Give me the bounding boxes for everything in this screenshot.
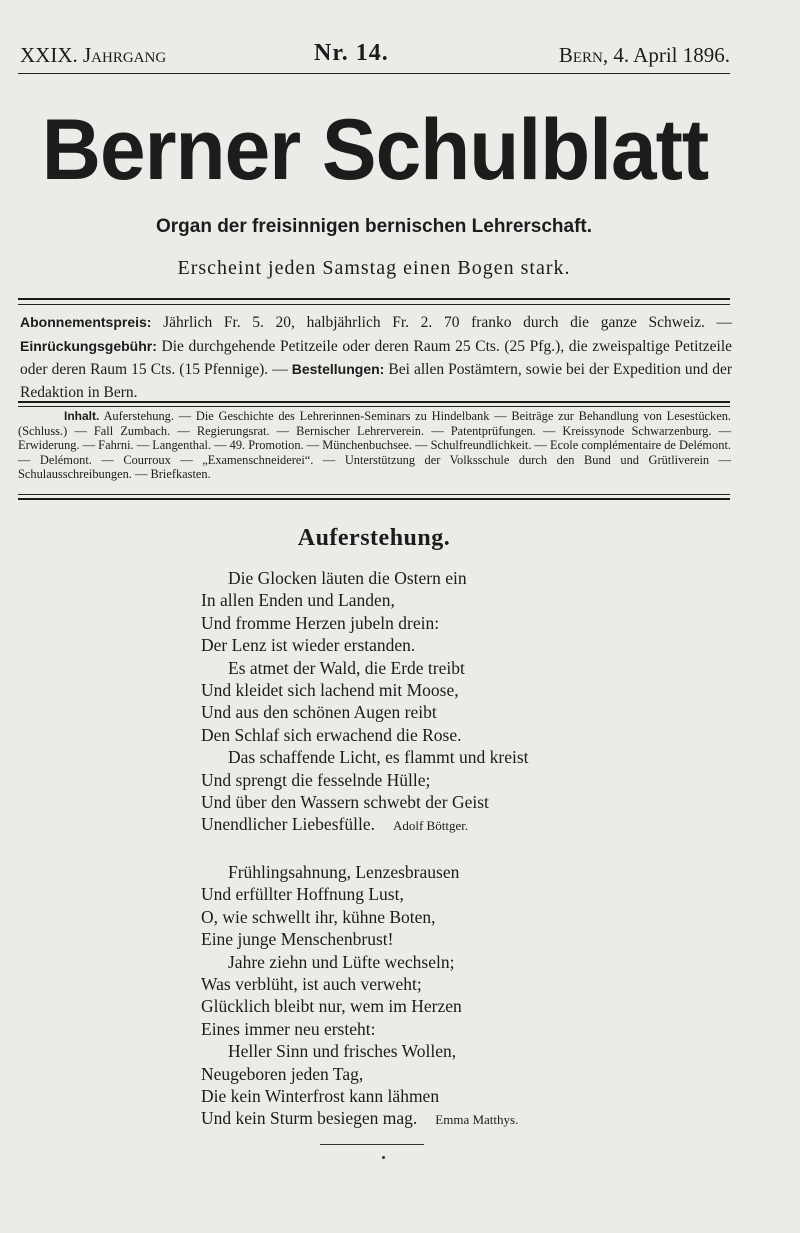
poem-line: Die Glocken läuten die Ostern ein bbox=[228, 568, 467, 588]
contents-label: Inhalt. bbox=[64, 409, 100, 423]
article-title: Auferstehung. bbox=[297, 525, 451, 551]
poem-line: Und kein Sturm besiegen mag. bbox=[201, 1108, 418, 1129]
poem-1-author: Adolf Böttger. bbox=[392, 818, 469, 834]
header-divider bbox=[18, 73, 730, 74]
poem-line-last bbox=[201, 813, 641, 837]
poem-2-author: Emma Matthys. bbox=[435, 1112, 519, 1128]
subscription-terms: Abonnementspreis: Jährlich Fr. 5. 20, halbjährlich Fr. 2. 70 franko durch die ganze Schweiz. — Einrückungsgebühr: Die durchgehende Petitzeile oder deren Raum 25 Cts. (25 Pfg.), die zweispaltige Petitzeile oder deren Raum 15 Cts. (15 Pfennige). — Bestellungen: Bei allen Postämtern, sowie bei der Expedition und der Redaktion in Bern. bbox=[20, 314, 733, 401]
poem-line: Heller Sinn und frisches Wollen, bbox=[228, 1041, 457, 1062]
poem-line-last bbox=[201, 1107, 641, 1131]
poem-line: Und fromme Herzen jubeln drein: bbox=[201, 612, 440, 633]
masthead-title: Berner Schulblatt bbox=[41, 102, 709, 198]
subscription-text: Jährlich Fr. 5. 20, halbjährlich Fr. 2. 70 franko durch die ganze Schweiz. bbox=[163, 314, 705, 331]
contents-divider-bottom bbox=[18, 498, 730, 500]
order-text: Bei allen Postämtern, sowie bei der Expedition und der Redaktion in Bern. bbox=[20, 361, 733, 401]
contents-text: Auferstehung. — Die Geschichte des Lehrerinnen-Seminars zu Hindelbank — Beiträge zur Behandlung von Lesestücken. (Schluss.) — Fall Zumbach. — Regierungsrat. — Bernischer Lehrerverein. — Patentprüfungen. — Kreissynode Schwarzenburg. — Erwiderung. — Fahrni. — Langenthal. — 49. Promotion. — Münchenbuchsee. — Schulfreundlichkeit. — Ecole complémentaire de Delémont. — Delémont. — Courroux — „Examenschneiderei“. — Unterstützung der Volksschule durch den Bund und Grütliverein — Schulausschreibungen. — Briefkasten. bbox=[18, 409, 732, 482]
fee-label: Einrückungsgebühr: bbox=[20, 337, 157, 354]
poem-line: Eine junge Menschenbrust! bbox=[201, 929, 394, 950]
volume-label: XXIX. Jahrgang bbox=[20, 43, 167, 67]
poem-line: Und aus den schönen Augen reibt bbox=[201, 702, 437, 723]
poem-line: Und über den Wassern schwebt der Geist bbox=[201, 792, 489, 813]
poem-line: Neugeboren jeden Tag, bbox=[201, 1063, 364, 1084]
issue-date-text: 4. April 1896. bbox=[613, 43, 730, 67]
poem-line: Der Lenz ist wieder erstanden. bbox=[201, 635, 416, 656]
masthead-frequency: Erscheint jeden Samstag einen Bogen stark. bbox=[177, 257, 571, 279]
poem-line: In allen Enden und Landen, bbox=[201, 590, 395, 611]
poem-line: Den Schlaf sich erwachend die Rose. bbox=[201, 724, 462, 745]
contents-divider-top-thin bbox=[18, 406, 730, 407]
poem-line: Jahre ziehn und Lüfte wechseln; bbox=[228, 951, 455, 972]
poem-line: Und kleidet sich lachend mit Moose, bbox=[201, 680, 459, 701]
poem-line: Glücklich bleibt nur, wem im Herzen bbox=[201, 996, 462, 1017]
poem-line: Unendlicher Liebesfülle. bbox=[201, 814, 375, 835]
poem-line: Was verblüht, ist auch verweht; bbox=[201, 974, 422, 995]
poem-line: Das schaffende Licht, es flammt und kreist bbox=[228, 747, 529, 768]
subscription-label: Abonnementspreis: bbox=[20, 314, 152, 330]
poem-line: Eines immer neu ersteht: bbox=[201, 1018, 376, 1039]
issue-city: Bern, bbox=[558, 43, 609, 67]
poem-2 bbox=[201, 861, 641, 1132]
terms-divider-top bbox=[18, 298, 730, 300]
masthead-subtitle: Organ der freisinnigen bernischen Lehrerschaft. bbox=[155, 216, 593, 237]
issue-date bbox=[559, 41, 730, 69]
poem-line: Die kein Winterfrost kann lähmen bbox=[201, 1086, 440, 1107]
poem-line: Es atmet der Wald, die Erde treibt bbox=[228, 657, 465, 678]
terms-divider-top-thin bbox=[18, 304, 730, 305]
ornament-dot bbox=[382, 1156, 385, 1159]
order-label: Bestellungen: bbox=[291, 361, 385, 377]
poem-line: Und erfüllter Hoffnung Lust, bbox=[201, 884, 404, 905]
table-of-contents bbox=[18, 409, 731, 482]
contents-divider-top bbox=[18, 401, 730, 403]
poem-line: Und sprengt die fesselnde Hülle; bbox=[201, 769, 431, 790]
issue-number: Nr. 14. bbox=[314, 40, 389, 66]
poem-line: Frühlingsahnung, Lenzesbrausen bbox=[228, 862, 460, 882]
fee-text: Die durchgehende Petitzeile oder deren Raum 25 Cts. (25 Pfg.), die zweispaltige Petitzeile oder deren Raum 15 Cts. (15 Pfennige). bbox=[20, 337, 733, 378]
poem-line: O, wie schwellt ihr, kühne Boten, bbox=[201, 906, 436, 927]
contents-divider-bottom-thin bbox=[18, 494, 730, 495]
article-end-rule bbox=[320, 1144, 424, 1145]
issue-header bbox=[20, 41, 730, 69]
poem-1 bbox=[201, 567, 641, 838]
